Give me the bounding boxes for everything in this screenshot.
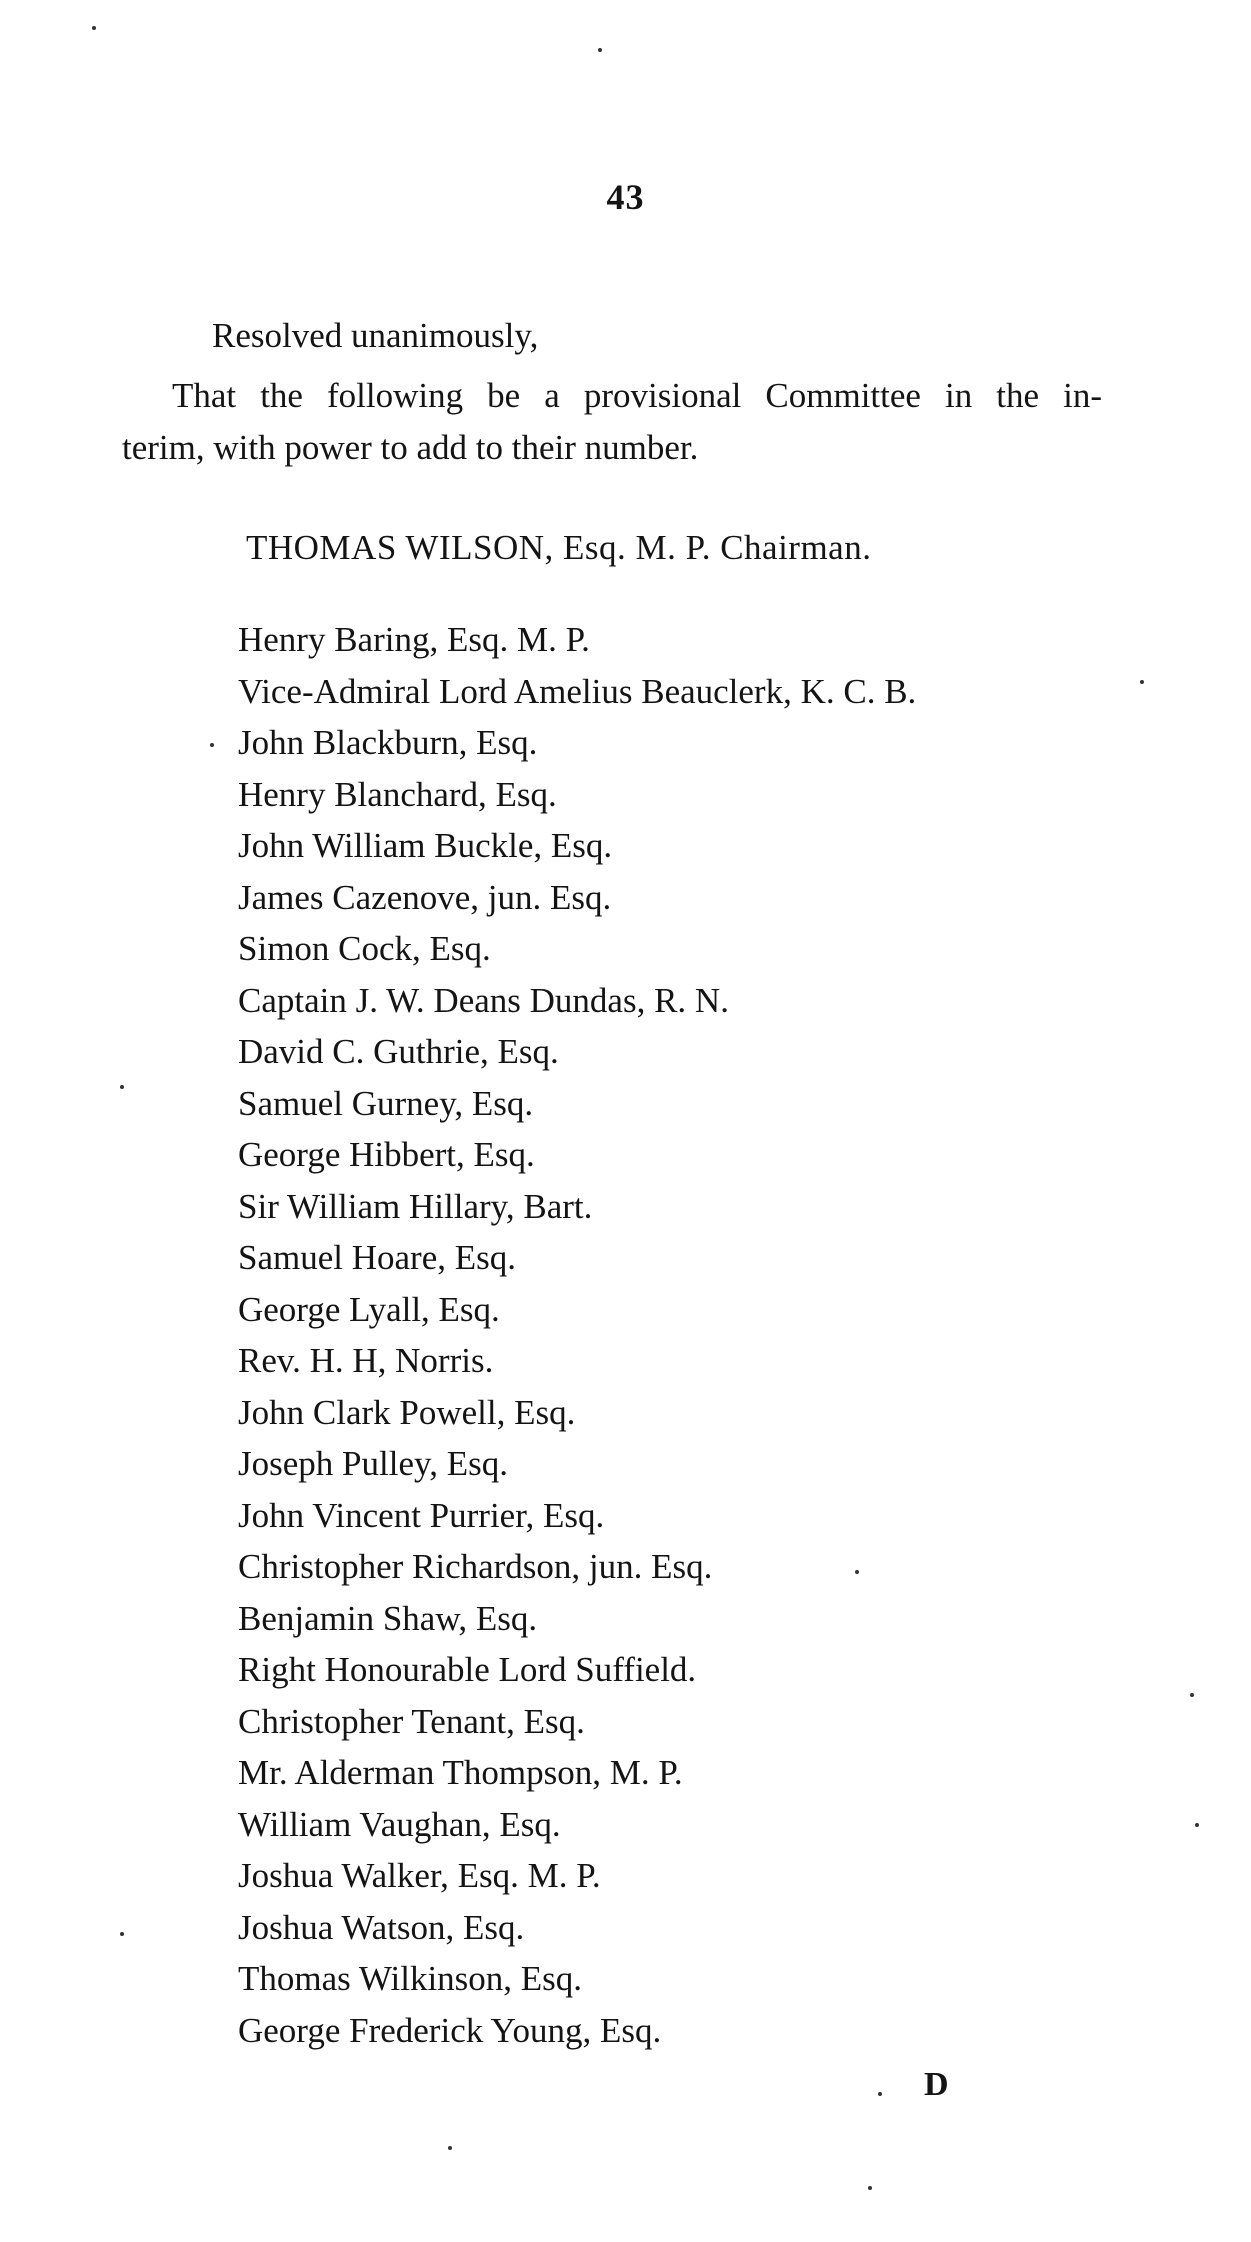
resolution-heading: Resolved unanimously, bbox=[212, 316, 539, 355]
committee-member: Samuel Hoare, Esq. bbox=[238, 1238, 516, 1277]
committee-member: Joseph Pulley, Esq. bbox=[238, 1444, 508, 1483]
chairman-line: THOMAS WILSON, Esq. M. P. Chairman. bbox=[246, 528, 872, 567]
committee-member: George Hibbert, Esq. bbox=[238, 1135, 535, 1174]
committee-member: George Frederick Young, Esq. bbox=[238, 2010, 662, 2050]
committee-member-list bbox=[238, 614, 916, 2056]
committee-member: David C. Guthrie, Esq. bbox=[238, 1032, 559, 1071]
committee-member: Thomas Wilkinson, Esq. bbox=[238, 1959, 583, 1998]
scan-speck bbox=[92, 26, 96, 30]
committee-member: George Lyall, Esq. bbox=[238, 1289, 500, 1329]
committee-member: Captain J. W. Deans Dundas, R. N. bbox=[238, 980, 729, 1020]
committee-member: Christopher Richardson, jun. Esq. bbox=[238, 1547, 713, 1586]
committee-member: John Blackburn, Esq. bbox=[238, 723, 538, 762]
paragraph-line-2: terim, with power to add to their number. bbox=[122, 428, 699, 467]
committee-member: Henry Baring, Esq. M. P. bbox=[238, 620, 590, 659]
committee-member: John William Buckle, Esq. bbox=[238, 826, 613, 865]
scan-speck bbox=[1190, 1693, 1194, 1697]
committee-member: Benjamin Shaw, Esq. bbox=[238, 1598, 538, 1638]
scan-speck bbox=[598, 48, 602, 52]
scan-speck bbox=[855, 1570, 859, 1574]
committee-member: Vice-Admiral Lord Amelius Beauclerk, K. C. B. bbox=[238, 671, 917, 711]
committee-member: Christopher Tenant, Esq. bbox=[238, 1701, 585, 1741]
committee-member: Joshua Walker, Esq. M. P. bbox=[238, 1856, 601, 1895]
scan-speck bbox=[878, 2092, 882, 2096]
committee-member: John Vincent Purrier, Esq. bbox=[238, 1495, 605, 1535]
page-number: 43 bbox=[606, 177, 645, 217]
committee-member: Samuel Gurney, Esq. bbox=[238, 1083, 534, 1123]
committee-member: Right Honourable Lord Suffield. bbox=[238, 1650, 697, 1689]
committee-member: Joshua Watson, Esq. bbox=[238, 1907, 525, 1947]
committee-member: Mr. Alderman Thompson, M. P. bbox=[238, 1753, 683, 1792]
scan-speck bbox=[868, 2186, 872, 2190]
committee-member: Rev. H. H, Norris. bbox=[238, 1341, 494, 1380]
scan-speck bbox=[1140, 680, 1144, 684]
scan-speck bbox=[210, 743, 214, 747]
paragraph-line-1: That the following be a provisional Committee in the in- bbox=[172, 376, 1102, 415]
scan-speck bbox=[448, 2146, 452, 2150]
committee-member: William Vaughan, Esq. bbox=[238, 1804, 561, 1844]
scan-speck bbox=[1195, 1823, 1199, 1827]
committee-member: Sir William Hillary, Bart. bbox=[238, 1186, 593, 1226]
resolution-paragraph bbox=[122, 370, 1102, 474]
committee-member: Simon Cock, Esq. bbox=[238, 929, 491, 968]
committee-member: James Cazenove, jun. Esq. bbox=[238, 877, 612, 917]
committee-member: Henry Blanchard, Esq. bbox=[238, 774, 557, 814]
scan-speck bbox=[120, 1932, 124, 1936]
scan-speck bbox=[120, 1085, 124, 1089]
signature-mark: D bbox=[924, 2066, 949, 2103]
committee-member: John Clark Powell, Esq. bbox=[238, 1392, 576, 1432]
